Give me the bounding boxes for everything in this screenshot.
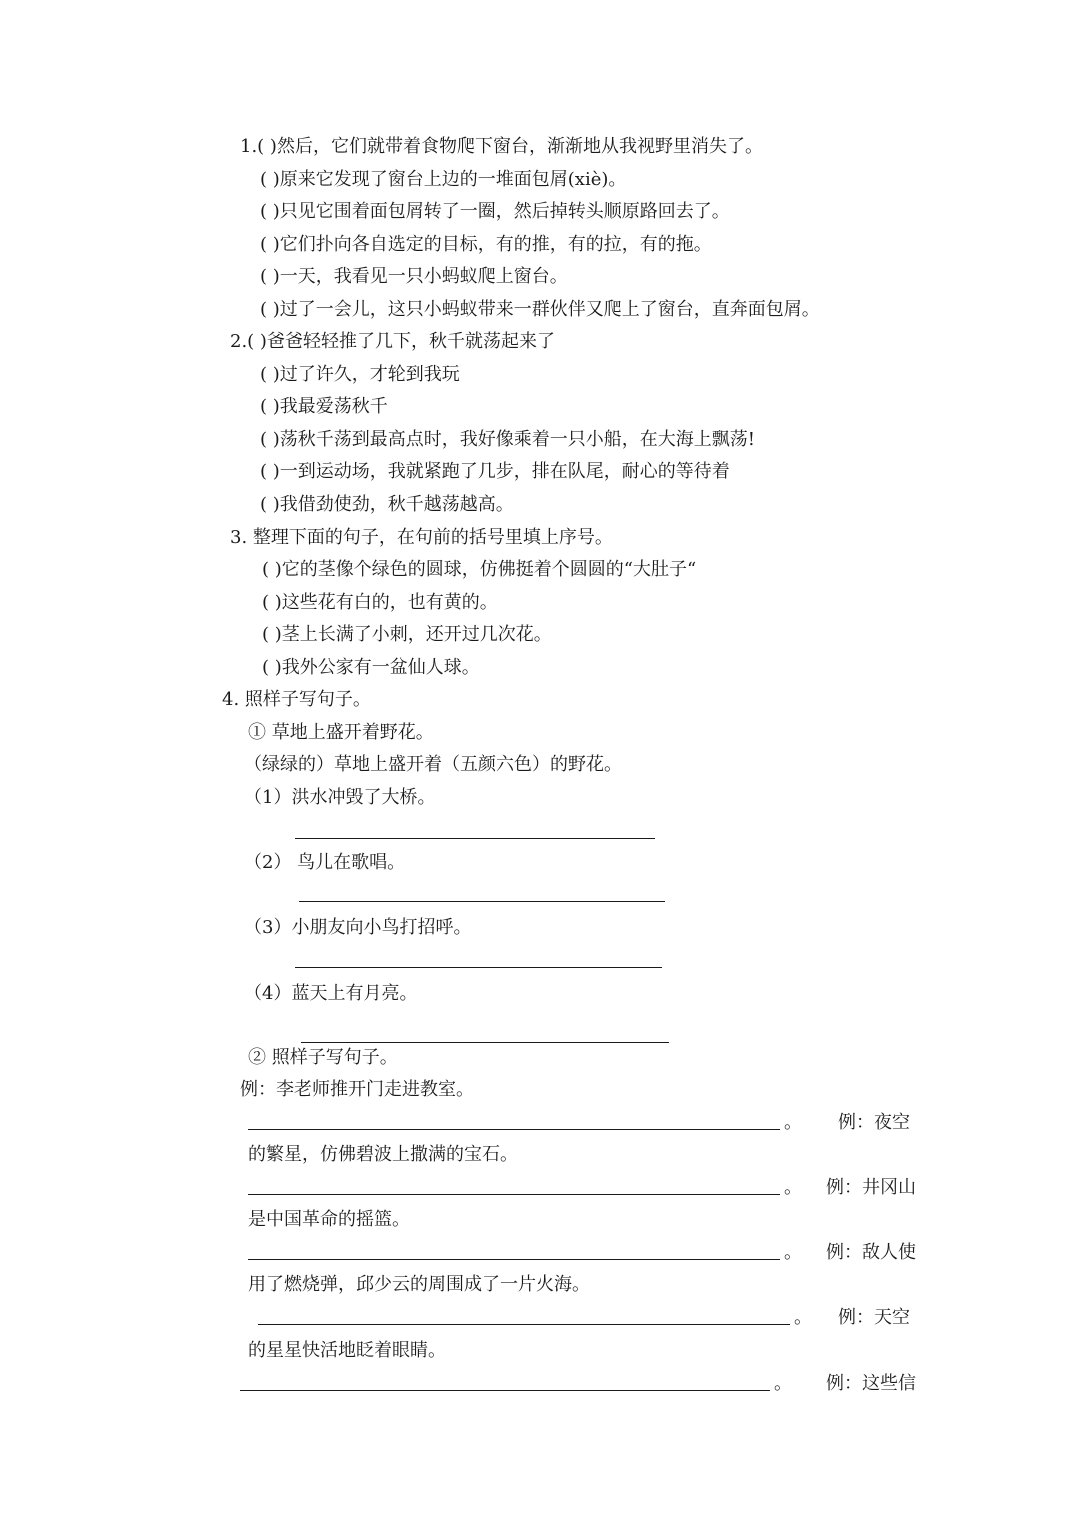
- example-period-1: 。: [784, 1112, 802, 1133]
- example-cont-2: 的繁星，仿佛碧波上撒满的宝石。: [248, 1144, 518, 1165]
- example-period-2: 。: [784, 1177, 802, 1198]
- example-answer-line-2[interactable]: [248, 1194, 780, 1195]
- q2-line-1: 2.( )爸爸轻轻推了几下，秋千就荡起来了: [230, 331, 555, 352]
- example-answer-line-5[interactable]: [240, 1390, 770, 1391]
- example-prefix-1: 例：李老师推开门走进教室。: [240, 1079, 474, 1100]
- q4-sub2-title: ② 照样子写句子。: [248, 1047, 398, 1068]
- example-tail-1: 例：夜空: [838, 1112, 910, 1133]
- q2-line-6: ( )我借劲使劲，秋千越荡越高。: [260, 494, 514, 515]
- answer-line-4[interactable]: [301, 1042, 669, 1043]
- q2-line-4: ( )荡秋千荡到最高点时，我好像乘着一只小船，在大海上飘荡!: [260, 429, 755, 450]
- example-cont-5: 的星星快活地眨着眼睛。: [248, 1340, 446, 1361]
- q1-line-2: ( )原来它发现了窗台上边的一堆面包屑(xiè)。: [260, 169, 627, 190]
- q1-line-1: 1.( )然后，它们就带着食物爬下窗台，渐渐地从我视野里消失了。: [240, 136, 763, 157]
- q2-line-5: ( )一到运动场，我就紧跑了几步，排在队尾，耐心的等待着: [260, 461, 730, 482]
- q1-line-3: ( )只见它围着面包屑转了一圈，然后掉转头顺原路回去了。: [260, 201, 730, 222]
- answer-line-3[interactable]: [295, 967, 662, 968]
- q1-line-4: ( )它们扑向各自选定的目标，有的推，有的拉，有的拖。: [260, 234, 712, 255]
- q3-line-4: ( )我外公家有一盆仙人球。: [262, 657, 480, 678]
- q4-sub1-example: （绿绿的）草地上盛开着（五颜六色）的野花。: [244, 754, 622, 775]
- q3-title: 3. 整理下面的句子，在句前的括号里填上序号。: [230, 527, 613, 548]
- example-answer-line-4[interactable]: [258, 1324, 790, 1325]
- q2-line-2: ( )过了许久，才轮到我玩: [260, 364, 460, 385]
- q1-line-6: ( )过了一会儿，这只小蚂蚁带来一群伙伴又爬上了窗台，直奔面包屑。: [260, 299, 820, 320]
- q4-item-3: （3）小朋友向小鸟打招呼。: [244, 917, 472, 938]
- example-period-3: 。: [784, 1242, 802, 1263]
- q3-line-2: ( )这些花有白的，也有黄的。: [262, 592, 498, 613]
- q4-title: 4. 照样子写句子。: [222, 689, 371, 710]
- example-cont-4: 用了燃烧弹，邱少云的周围成了一片火海。: [248, 1274, 590, 1295]
- q4-item-4: （4）蓝天上有月亮。: [244, 983, 418, 1004]
- q1-line-5: ( )一天，我看见一只小蚂蚁爬上窗台。: [260, 266, 568, 287]
- q4-item-1: （1）洪水冲毁了大桥。: [244, 787, 436, 808]
- q4-item-2: （2） 鸟儿在歌唱。: [244, 852, 406, 873]
- answer-line-2[interactable]: [299, 901, 665, 902]
- q3-line-1: ( )它的茎像个绿色的圆球，仿佛挺着个圆圆的“大肚子“: [262, 559, 697, 580]
- q3-line-3: ( )茎上长满了小刺，还开过几次花。: [262, 624, 552, 645]
- answer-line-1[interactable]: [295, 838, 655, 839]
- example-cont-3: 是中国革命的摇篮。: [248, 1209, 410, 1230]
- example-tail-3: 例：敌人使: [826, 1242, 916, 1263]
- example-period-5: 。: [774, 1373, 792, 1394]
- example-tail-5: 例：这些信: [826, 1373, 916, 1394]
- example-answer-line-1[interactable]: [248, 1129, 780, 1130]
- example-period-4: 。: [794, 1307, 812, 1328]
- example-tail-4: 例：天空: [838, 1307, 910, 1328]
- example-answer-line-3[interactable]: [248, 1259, 780, 1260]
- example-tail-2: 例：井冈山: [826, 1177, 916, 1198]
- q4-sub1-title: ① 草地上盛开着野花。: [248, 722, 434, 743]
- q2-line-3: ( )我最爱荡秋千: [260, 396, 388, 417]
